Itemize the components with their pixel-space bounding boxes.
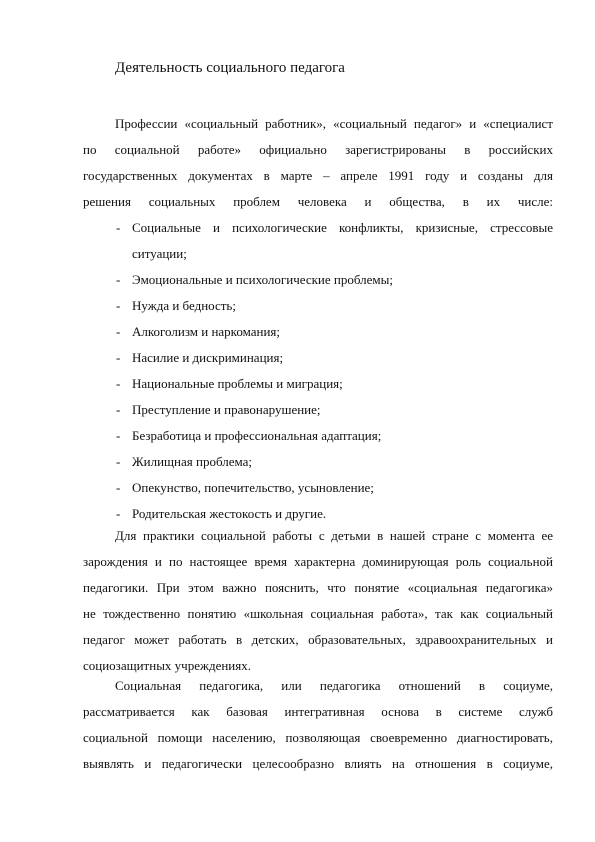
list-item (116, 345, 553, 371)
list-item-text: Социальные и психологические конфликты, кризисные, стрессовые ситуации; (132, 220, 553, 261)
list-item (116, 319, 553, 345)
text-line: педагог может работать в детских, образовательных, здравоохранительных и (83, 632, 553, 647)
list-dash: - (116, 506, 121, 521)
list-dash: - (116, 272, 121, 287)
list-item-text: Родительская жестокость и другие. (132, 506, 327, 521)
list-item (116, 371, 553, 397)
text-line: педагогики. При этом важно пояснить, что понятие «социальная педагогика» (83, 580, 553, 595)
list-item (116, 267, 553, 293)
text-line: рассматривается как базовая интегративная основа в системе служб (83, 704, 553, 719)
problems-list (116, 215, 553, 527)
list-item-text: Жилищная проблема; (132, 454, 253, 469)
text-line: Социальная педагогика, или педагогика отношений в социуме, (115, 678, 553, 693)
list-dash: - (116, 480, 121, 495)
list-dash: - (116, 402, 121, 417)
list-item (116, 449, 553, 475)
paragraph-social-pedagogy-definition (83, 673, 553, 777)
list-item-text: Опекунство, попечительство, усыновление; (132, 480, 374, 495)
list-item-text: Безработица и профессиональная адаптация; (132, 428, 382, 443)
list-dash: - (116, 298, 121, 313)
text-line: решения социальных проблем человека и общества, в их числе: (83, 194, 553, 209)
text-line: Профессии «социальный работник», «социальный педагог» и «специалист (115, 116, 553, 131)
text-line: государственных документах в марте – апреле 1991 году и созданы для (83, 168, 553, 183)
list-item-text: Нужда и бедность; (132, 298, 236, 313)
list-item-text: Преступление и правонарушение; (132, 402, 321, 417)
list-item-text: Алкоголизм и наркомания; (132, 324, 280, 339)
list-item (116, 293, 553, 319)
list-dash: - (116, 376, 121, 391)
list-dash: - (116, 428, 121, 443)
text-line: выявлять и педагогически целесообразно влиять на отношения в социуме, (83, 756, 553, 771)
text-line: не тождественно понятию «школьная социальная работа», так как социальный (83, 606, 553, 621)
list-dash: - (116, 324, 121, 339)
list-dash: - (116, 220, 121, 235)
list-item (116, 423, 553, 449)
paragraph-social-pedagogy-role (83, 523, 553, 679)
list-item (116, 397, 553, 423)
list-dash: - (116, 350, 121, 365)
text-line: Для практики социальной работы с детьми в нашей стране с момента ее (115, 528, 553, 543)
page-title: Деятельность социального педагога (115, 60, 345, 76)
list-item-text: Национальные проблемы и миграция; (132, 376, 343, 391)
text-line: социальной помощи населению, позволяющая своевременно диагностировать, (83, 730, 553, 745)
list-dash: - (116, 454, 121, 469)
text-line: зарождения и по настоящее время характерна доминирующая роль социальной (83, 554, 553, 569)
text-line: социозащитных учреждениях. (83, 658, 251, 673)
paragraph-professions (83, 111, 553, 215)
list-item (116, 475, 553, 501)
list-item-text: Эмоциональные и психологические проблемы; (132, 272, 393, 287)
list-item (116, 215, 553, 267)
text-line: по социальной работе» официально зарегистрированы в российских (83, 142, 553, 157)
list-item-text: Насилие и дискриминация; (132, 350, 284, 365)
